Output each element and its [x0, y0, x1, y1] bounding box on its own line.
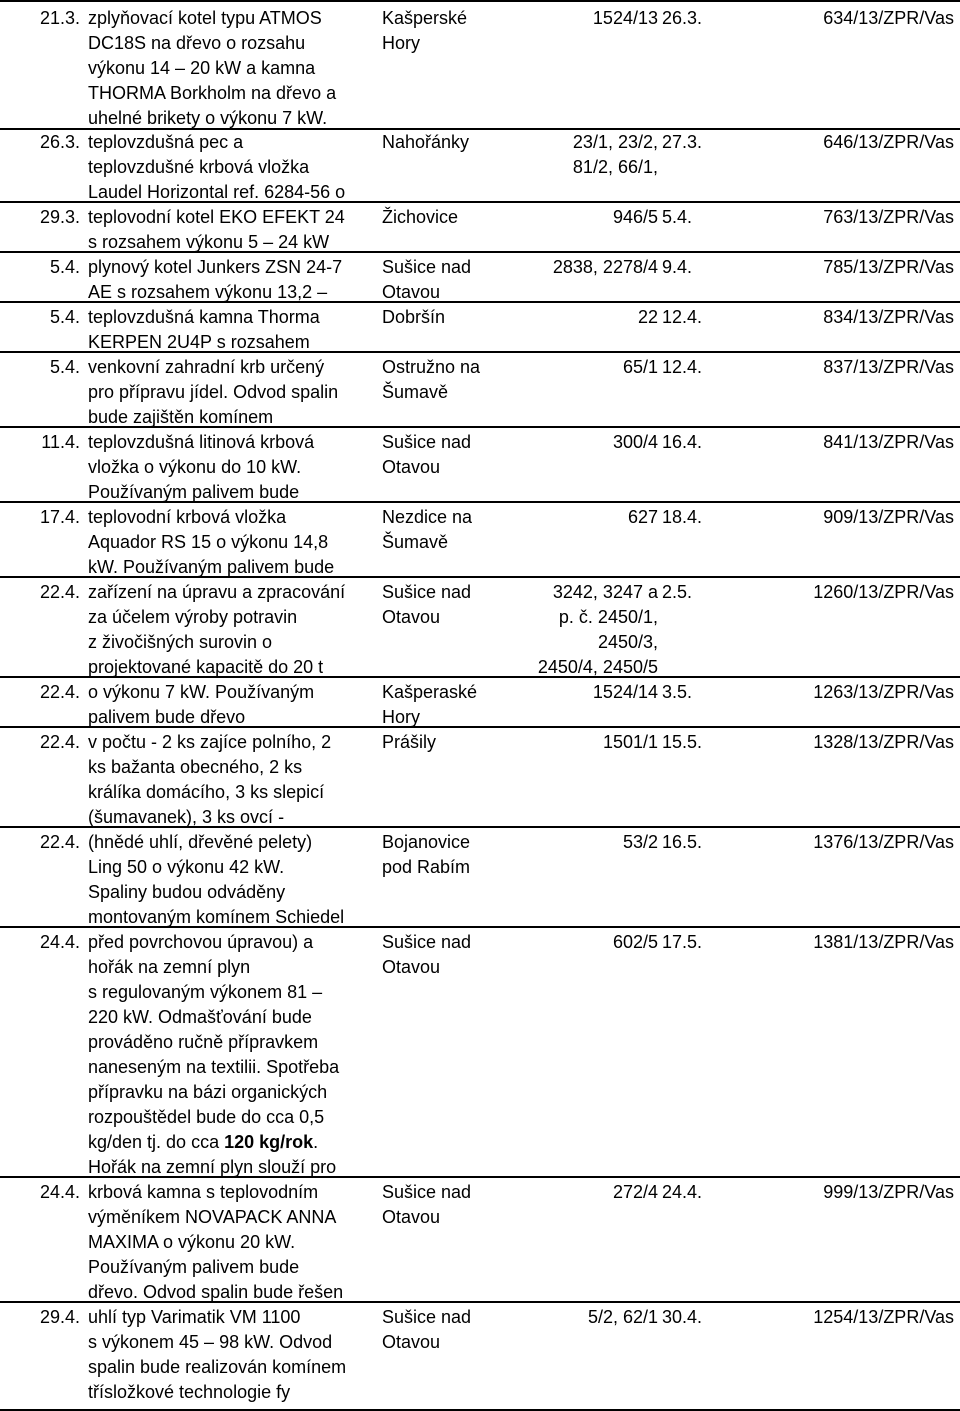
parcel-cell: [506, 426, 658, 501]
decision-date-cell: [662, 926, 752, 1176]
reference-cell: [760, 926, 954, 1176]
description-line: DC18S na dřevo o rozsahu: [88, 33, 306, 53]
table-row: [0, 126, 960, 203]
place-line: Ostružno na: [382, 357, 481, 377]
place-cell: [382, 926, 504, 1176]
description-cell: [88, 201, 376, 251]
description-cell: [88, 826, 376, 926]
reference-line: 1260/13/ZPR/Vas: [813, 582, 954, 602]
parcel-line: 5/2, 62/1: [587, 1307, 658, 1327]
description-line: ks bažanta obecného, 2 ks: [88, 757, 303, 777]
place-cell: [382, 251, 504, 301]
place-line: Nahořánky: [382, 132, 470, 152]
parcel-cell: [506, 2, 658, 128]
reference-cell: [760, 1301, 954, 1409]
table-row: [0, 501, 960, 578]
date-line: 17.4.: [39, 507, 80, 527]
description-line: Spaliny budou odváděny: [88, 882, 286, 902]
description-line: projektované kapacitě do 20 t: [88, 657, 324, 676]
place-line: Otavou: [382, 282, 441, 301]
place-line: Prášily: [382, 732, 437, 752]
parcel-line: 602/5: [612, 932, 658, 952]
description-line: před povrchovou úpravou) a: [88, 932, 314, 952]
description-line: 220 kW. Odmašťování bude: [88, 1007, 312, 1027]
date-cell: [0, 826, 82, 926]
description-line: teplovzdušná kamna Thorma: [88, 307, 320, 327]
reference-cell: [760, 576, 954, 676]
date-line: 24.4.: [39, 1182, 80, 1202]
place-line: Dobršín: [382, 307, 446, 327]
reference-cell: [760, 676, 954, 726]
parcel-cell: [506, 251, 658, 301]
description-cell: [88, 2, 376, 128]
description-cell: [88, 426, 376, 501]
description-line: THORMA Borkholm na dřevo a: [88, 83, 337, 103]
reference-cell: [760, 301, 954, 351]
description-line: venkovní zahradní krb určený: [88, 357, 325, 377]
decision-date-cell: [662, 301, 752, 351]
place-line: Šumavě: [382, 532, 449, 552]
decision-date-cell: [662, 126, 752, 201]
reference-cell: [760, 351, 954, 426]
reference-cell: [760, 501, 954, 576]
parcel-cell: [506, 501, 658, 576]
date-line: 22.4.: [39, 732, 80, 752]
place-cell: [382, 126, 504, 201]
table-row: [0, 576, 960, 678]
place-cell: [382, 1176, 504, 1301]
reference-cell: [760, 426, 954, 501]
place-line: Bojanovice: [382, 832, 471, 852]
decision-date-line: 30.4.: [662, 1307, 703, 1327]
parcel-line: 627: [627, 507, 658, 527]
description-cell: [88, 926, 376, 1176]
description-line: plynový kotel Junkers ZSN 24-7: [88, 257, 343, 277]
description-line: teplovzdušné krbová vložka: [88, 157, 310, 177]
date-cell: [0, 126, 82, 201]
parcel-line: 22: [637, 307, 658, 327]
description-line: kW. Používaným palivem bude: [88, 557, 335, 576]
reference-cell: [760, 1176, 954, 1301]
place-line: Nezdice na: [382, 507, 473, 527]
description-line: (šumavanek), 3 ks ovcí -: [88, 807, 285, 826]
parcel-line: 2450/3,: [597, 632, 658, 652]
date-cell: [0, 926, 82, 1176]
place-line: pod Rabím: [382, 857, 471, 877]
table-row: [0, 351, 960, 428]
date-line: 5.4.: [49, 307, 80, 327]
description-line: uhlí typ Varimatik VM 1100: [88, 1307, 301, 1327]
reference-cell: [760, 2, 954, 128]
parcel-line: 1501/1: [602, 732, 658, 752]
decision-date-line: 18.4.: [662, 507, 703, 527]
date-cell: [0, 576, 82, 676]
table-row: [0, 926, 960, 1178]
date-cell: [0, 726, 82, 826]
description-line: výměníkem NOVAPACK ANNA: [88, 1207, 337, 1227]
description-line: AE s rozsahem výkonu 13,2 –: [88, 282, 328, 301]
parcel-cell: [506, 351, 658, 426]
parcel-line: 81/2, 66/1,: [572, 157, 658, 177]
description-line: Používaným palivem bude: [88, 482, 300, 501]
place-line: Otavou: [382, 1332, 441, 1352]
date-line: 24.4.: [39, 932, 80, 952]
description-line: za účelem výroby potravin: [88, 607, 298, 627]
table-row: [0, 1301, 960, 1411]
parcel-line: 53/2: [622, 832, 658, 852]
decision-date-line: 26.3.: [662, 8, 703, 28]
parcel-line: 272/4: [612, 1182, 658, 1202]
description-cell: [88, 576, 376, 676]
reference-cell: [760, 126, 954, 201]
reference-line: 785/13/ZPR/Vas: [823, 257, 954, 277]
place-line: Otavou: [382, 957, 441, 977]
reference-cell: [760, 251, 954, 301]
table-row: [0, 676, 960, 728]
description-line: rozpouštědel bude do cca 0,5: [88, 1107, 325, 1127]
description-cell: [88, 126, 376, 201]
parcel-line: p. č. 2450/1,: [558, 607, 658, 627]
decision-date-cell: [662, 826, 752, 926]
description-line: prováděno ručně přípravkem: [88, 1032, 319, 1052]
date-line: 29.3.: [39, 207, 80, 227]
description-line: bude zajištěn komínem: [88, 407, 274, 426]
place-cell: [382, 676, 504, 726]
reference-line: 837/13/ZPR/Vas: [823, 357, 954, 377]
decision-date-line: 16.5.: [662, 832, 703, 852]
date-line: 26.3.: [39, 132, 80, 152]
place-line: Otavou: [382, 607, 441, 627]
table-row: [0, 251, 960, 303]
description-line: s výkonem 45 – 98 kW. Odvod: [88, 1332, 333, 1352]
description-cell: [88, 251, 376, 301]
place-line: Žichovice: [382, 207, 459, 227]
decision-date-line: 2.5.: [662, 582, 693, 602]
description-line: třísložkové technologie fy: [88, 1382, 291, 1402]
description-line: teplovzdušná litinová krbová: [88, 432, 315, 452]
decision-date-cell: [662, 351, 752, 426]
decision-date-cell: [662, 251, 752, 301]
description-line: (hnědé uhlí, dřevěné pelety): [88, 832, 313, 852]
place-line: Sušice nad: [382, 257, 472, 277]
decision-date-line: 12.4.: [662, 307, 703, 327]
description-line: uhelné brikety o výkonu 7 kW.: [88, 108, 328, 128]
place-line: Sušice nad: [382, 432, 472, 452]
description-line: s regulovaným výkonem 81 –: [88, 982, 323, 1002]
date-line: 21.3.: [39, 8, 80, 28]
description-line: Aquador RS 15 o výkonu 14,8: [88, 532, 329, 552]
description-line: vložka o výkonu do 10 kW.: [88, 457, 302, 477]
reference-line: 999/13/ZPR/Vas: [823, 1182, 954, 1202]
date-line: 29.4.: [39, 1307, 80, 1327]
description-cell: [88, 676, 376, 726]
description-line: o výkonu 7 kW. Používaným: [88, 682, 315, 702]
place-cell: [382, 1301, 504, 1409]
bold-amount: 120 kg/rok: [224, 1132, 314, 1152]
description-line: naneseným na textilii. Spotřeba: [88, 1057, 340, 1077]
date-line: 22.4.: [39, 832, 80, 852]
date-cell: [0, 1301, 82, 1409]
decision-date-cell: [662, 576, 752, 676]
parcel-line: 2838, 2278/4: [552, 257, 658, 277]
reference-line: 1263/13/ZPR/Vas: [813, 682, 954, 702]
reference-line: 634/13/ZPR/Vas: [823, 8, 954, 28]
place-cell: [382, 501, 504, 576]
parcel-cell: [506, 1301, 658, 1409]
place-line: Otavou: [382, 1207, 441, 1227]
decision-date-cell: [662, 1176, 752, 1301]
place-line: Hory: [382, 707, 421, 726]
description-line: Hořák na zemní plyn slouží pro: [88, 1157, 337, 1176]
reference-line: 1376/13/ZPR/Vas: [813, 832, 954, 852]
date-line: 22.4.: [39, 682, 80, 702]
parcel-cell: [506, 126, 658, 201]
description-cell: [88, 1301, 376, 1409]
place-cell: [382, 426, 504, 501]
place-cell: [382, 826, 504, 926]
place-line: Kašperské: [382, 8, 468, 28]
table-row: [0, 826, 960, 928]
reference-line: 841/13/ZPR/Vas: [823, 432, 954, 452]
date-cell: [0, 501, 82, 576]
place-line: Sušice nad: [382, 1182, 472, 1202]
decision-date-cell: [662, 726, 752, 826]
table-row: [0, 426, 960, 503]
decision-date-line: 24.4.: [662, 1182, 703, 1202]
description-line: MAXIMA o výkonu 20 kW.: [88, 1232, 296, 1252]
place-line: Hory: [382, 33, 421, 53]
parcel-line: 1524/14: [592, 682, 658, 702]
parcel-line: 3242, 3247 a: [552, 582, 658, 602]
date-cell: [0, 351, 82, 426]
description-line: palivem bude dřevo: [88, 707, 246, 726]
description-line: zplyňovací kotel typu ATMOS: [88, 8, 322, 28]
place-line: Otavou: [382, 457, 441, 477]
description-line: pro přípravu jídel. Odvod spalin: [88, 382, 339, 402]
description-line: Ling 50 o výkonu 42 kW.: [88, 857, 285, 877]
parcel-line: 65/1: [622, 357, 658, 377]
description-line: dřevo. Odvod spalin bude řešen: [88, 1282, 344, 1301]
description-line: spalin bude realizován komínem: [88, 1357, 347, 1377]
parcel-cell: [506, 576, 658, 676]
parcel-line: 2450/4, 2450/5: [537, 657, 658, 676]
table-row: [0, 301, 960, 353]
description-line: Používaným palivem bude: [88, 1257, 300, 1277]
decision-date-cell: [662, 2, 752, 128]
description-line: výkonu 14 – 20 kW a kamna: [88, 58, 316, 78]
place-cell: [382, 301, 504, 351]
decision-date-cell: [662, 201, 752, 251]
place-line: Šumavě: [382, 382, 449, 402]
parcel-cell: [506, 726, 658, 826]
reference-line: 646/13/ZPR/Vas: [823, 132, 954, 152]
parcel-line: 1524/13: [592, 8, 658, 28]
date-cell: [0, 426, 82, 501]
place-cell: [382, 2, 504, 128]
description-cell: [88, 501, 376, 576]
date-line: 22.4.: [39, 582, 80, 602]
table-row: [0, 0, 960, 130]
place-line: Sušice nad: [382, 582, 472, 602]
description-line: zařízení na úpravu a zpracování: [88, 582, 346, 602]
reference-line: 1328/13/ZPR/Vas: [813, 732, 954, 752]
decision-date-cell: [662, 676, 752, 726]
description-line: krbová kamna s teplovodním: [88, 1182, 319, 1202]
decision-date-line: 17.5.: [662, 932, 703, 952]
date-cell: [0, 1176, 82, 1301]
reference-cell: [760, 826, 954, 926]
place-line: Sušice nad: [382, 1307, 472, 1327]
parcel-line: 946/5: [612, 207, 658, 227]
description-line: z živočišných surovin o: [88, 632, 273, 652]
description-line: králíka domácího, 3 ks slepicí: [88, 782, 325, 802]
place-line: Sušice nad: [382, 932, 472, 952]
parcel-line: 23/1, 23/2,: [572, 132, 658, 152]
reference-cell: [760, 201, 954, 251]
table-row: [0, 1176, 960, 1303]
reference-line: 1254/13/ZPR/Vas: [813, 1307, 954, 1327]
parcel-cell: [506, 676, 658, 726]
date-line: 5.4.: [49, 257, 80, 277]
description-line: teplovodní kotel EKO EFEKT 24: [88, 207, 345, 227]
description-line: přípravku na bázi organických: [88, 1082, 328, 1102]
description-line: KERPEN 2U4P s rozsahem: [88, 332, 310, 351]
decision-date-line: 16.4.: [662, 432, 703, 452]
place-cell: [382, 201, 504, 251]
place-cell: [382, 351, 504, 426]
decision-date-line: 27.3.: [662, 132, 703, 152]
table-row: [0, 726, 960, 828]
description-line: s rozsahem výkonu 5 – 24 kW: [88, 232, 330, 251]
description-line: teplovzdušná pec a: [88, 132, 244, 152]
decision-date-line: 3.5.: [662, 682, 693, 702]
reference-line: 834/13/ZPR/Vas: [823, 307, 954, 327]
decision-date-line: 15.5.: [662, 732, 703, 752]
description-line: Laudel Horizontal ref. 6284-56 o: [88, 182, 346, 201]
parcel-cell: [506, 1176, 658, 1301]
place-cell: [382, 726, 504, 826]
date-line: 5.4.: [49, 357, 80, 377]
parcel-cell: [506, 301, 658, 351]
date-cell: [0, 301, 82, 351]
decision-date-cell: [662, 1301, 752, 1409]
decision-date-cell: [662, 501, 752, 576]
date-line: 11.4.: [41, 432, 80, 452]
date-cell: [0, 676, 82, 726]
date-cell: [0, 2, 82, 128]
parcel-cell: [506, 201, 658, 251]
decision-date-line: 5.4.: [662, 207, 693, 227]
description-line: teplovodní krbová vložka: [88, 507, 287, 527]
table-row: [0, 201, 960, 253]
reference-line: 909/13/ZPR/Vas: [823, 507, 954, 527]
description-line: montovaným komínem Schiedel: [88, 907, 345, 926]
decision-date-cell: [662, 426, 752, 501]
parcel-cell: [506, 826, 658, 926]
place-cell: [382, 576, 504, 676]
description-cell: [88, 1176, 376, 1301]
parcel-cell: [506, 926, 658, 1176]
date-cell: [0, 251, 82, 301]
reference-line: 763/13/ZPR/Vas: [823, 207, 954, 227]
description-cell: [88, 301, 376, 351]
place-line: Kašperaské: [382, 682, 478, 702]
parcel-line: 300/4: [612, 432, 658, 452]
decision-date-line: 12.4.: [662, 357, 703, 377]
description-cell: [88, 351, 376, 426]
description-line: kg/den tj. do cca 120 kg/rok.: [88, 1132, 319, 1152]
description-cell: [88, 726, 376, 826]
date-cell: [0, 201, 82, 251]
description-line: v počtu - 2 ks zajíce polního, 2: [88, 732, 332, 752]
reference-cell: [760, 726, 954, 826]
description-line: hořák na zemní plyn: [88, 957, 251, 977]
reference-line: 1381/13/ZPR/Vas: [813, 932, 954, 952]
decision-date-line: 9.4.: [662, 257, 693, 277]
